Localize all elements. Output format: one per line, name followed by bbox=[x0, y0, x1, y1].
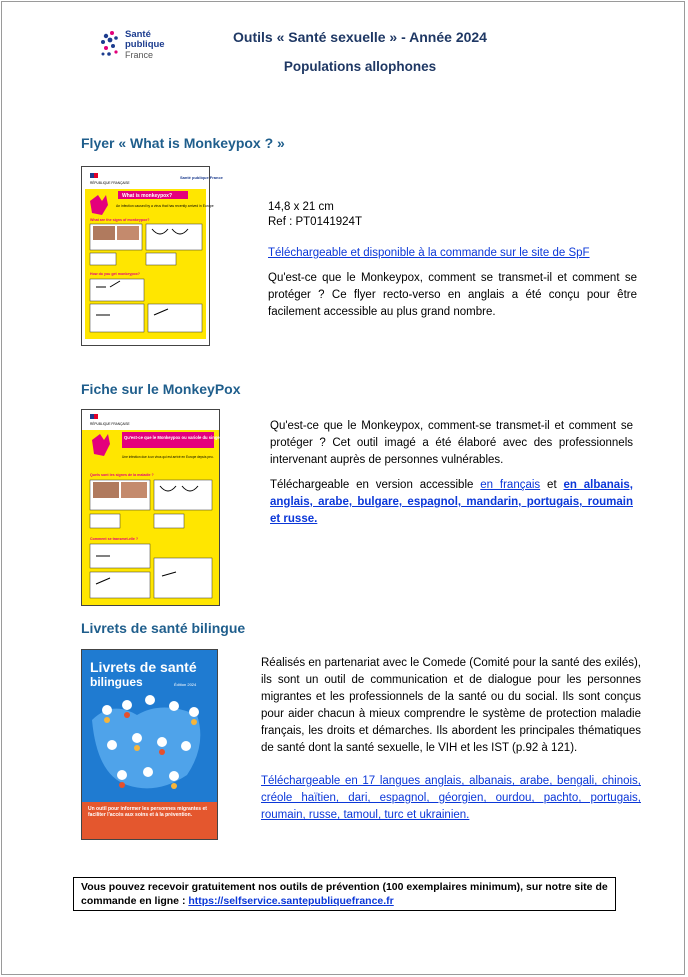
logo-text bbox=[125, 30, 165, 60]
flyer-thumbnail-art bbox=[82, 167, 223, 345]
flyer-question-2: How do you get monkeypox? bbox=[90, 272, 140, 276]
order-info-text: Vous pouvez recevoir gratuitement nos outils de prévention (100 exemplaires minimum), sur notre site de commande en ligne : bbox=[81, 881, 608, 907]
flyer-description: Qu'est-ce que le Monkeypox, comment se transmet-il et comment se protéger ? Ce flyer recto-verso en anglais a été conçu pour être facilement accessible au plus grand nombre. bbox=[268, 272, 637, 318]
section-title-livrets: Livrets de santé bilingue bbox=[81, 620, 246, 636]
flyer-gov-text: RÉPUBLIQUE FRANÇAISE bbox=[90, 181, 130, 185]
livrets-download-link[interactable]: Téléchargeable en 17 langues anglais, albanais, arabe, bengali, chinois, créole haïtien, dari, espagnol, géorgien, ourdou, pachto, portugais, roumain, russe, tamoul, turc et ukrainien. bbox=[261, 775, 641, 821]
fiche-availability bbox=[270, 477, 633, 528]
fiche-question-2: Comment se transmet-elle ? bbox=[90, 537, 139, 541]
livrets-description: Réalisés en partenariat avec le Comede (Comité pour la santé des exilés), ils sont un outil de communication et de dialogue pour les personnes migrantes et les professionnels de la santé ou du social. Ils sont conçus pour aider chacun à mieux comprendre le système de protection maladie français, les droits et démarches. Ils abordent les principales thématiques de santé dont la santé sexuelle, le VIH et les IST (p.92 à 121). bbox=[261, 657, 641, 754]
livrets-footer-text: Un outil pour informer les personnes migrantes et faciliter l'accès aux soins et à la prévention. bbox=[88, 806, 207, 818]
fiche-availability-prefix: Téléchargeable en version accessible bbox=[270, 479, 474, 491]
flyer-brand-text: Santé publique France bbox=[180, 175, 223, 180]
fiche-banner-text: Qu'est-ce que le Monkeypox ou variole du singe ? bbox=[124, 435, 224, 440]
fiche-link-french[interactable]: en français bbox=[480, 479, 541, 491]
flyer-thumbnail[interactable] bbox=[81, 166, 223, 346]
page-subtitle: Populations allophones bbox=[283, 59, 437, 74]
fiche-link-languages[interactable]: en albanais, anglais, arabe, bulgare, espagnol, mandarin, portugais, roumain et russe. bbox=[270, 479, 633, 525]
page-title: Outils « Santé sexuelle » - Année 2024 bbox=[233, 29, 487, 45]
fiche-question-1: Quels sont les signes de la maladie ? bbox=[90, 473, 154, 477]
fiche-lead-text: Une infection due à un virus qui est arrivé en Europe depuis peu. bbox=[122, 455, 214, 459]
logo-line-2: publique bbox=[125, 39, 165, 50]
livrets-title-2: bilingues bbox=[90, 675, 143, 689]
livrets-edition: Édition 2024 bbox=[174, 682, 197, 687]
flyer-question-1: What are the signs of monkeypox? bbox=[90, 218, 150, 222]
logo-line-1: Santé bbox=[125, 29, 151, 40]
flyer-size: 14,8 x 21 cm bbox=[268, 201, 334, 213]
fiche-and-text: et bbox=[547, 479, 557, 491]
fiche-description: Qu'est-ce que le Monkeypox, comment-se transmet-il et comment se protéger ? Cet outil imagé a été élaboré avec des professionnels intervenant auprès de personnes vulnérables. bbox=[270, 420, 633, 466]
flyer-banner-text: What is monkeypox? bbox=[122, 193, 173, 199]
order-info-box bbox=[73, 877, 616, 911]
livrets-thumbnail-art bbox=[82, 650, 217, 839]
section-title-flyer: Flyer « What is Monkeypox ? » bbox=[81, 135, 285, 151]
livrets-title-1: Livrets de santé bbox=[90, 659, 197, 675]
logo-line-3: France bbox=[125, 50, 154, 60]
flyer-ref: Ref : PT0141924T bbox=[268, 216, 362, 228]
fiche-thumbnail[interactable] bbox=[81, 409, 224, 606]
flyer-download-link[interactable]: Téléchargeable et disponible à la commande sur le site de SpF bbox=[268, 247, 590, 259]
flyer-lead-text: An infection caused by a virus that has recently arrived in Europe bbox=[116, 204, 214, 208]
livrets-thumbnail[interactable] bbox=[81, 649, 218, 840]
section-title-fiche: Fiche sur le MonkeyPox bbox=[81, 381, 241, 397]
fiche-thumbnail-art bbox=[82, 410, 224, 605]
fiche-gov-text: RÉPUBLIQUE FRANÇAISE bbox=[90, 422, 130, 426]
selfservice-link[interactable]: https://selfservice.santepubliquefrance.fr bbox=[188, 895, 394, 907]
